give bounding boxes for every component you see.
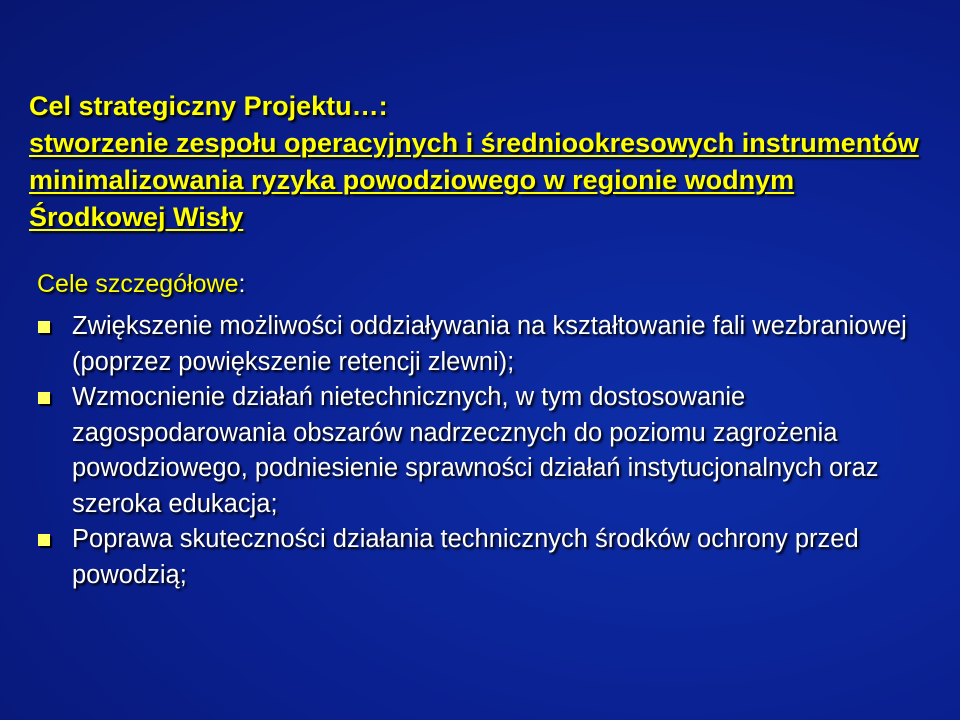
strategic-goal-text: stworzenie zespołu operacyjnych i średniookresowych instrumentów minimalizowania ryzyka powodziowego w regionie wodnym Środkowej Wisły [29, 128, 919, 232]
title-line: Cel strategiczny Projektu…: [29, 91, 388, 121]
list-item-text: Wzmocnienie działań nietechnicznych, w tym dostosowanie zagospodarowania obszarów nadrzecznych do poziomu zagrożenia powodziowego, podniesienie sprawności działań instytucjonalnych oraz szeroka edukacja; [72, 383, 879, 518]
list-item [36, 380, 916, 522]
square-bullet-icon [38, 321, 50, 333]
square-bullet-icon [38, 534, 50, 546]
objectives-list [36, 309, 916, 593]
section-heading-colon: : [238, 270, 246, 298]
list-item-text: Poprawa skuteczności działania technicznych środków ochrony przed powodzią; [72, 525, 859, 589]
section-heading [37, 267, 245, 301]
section-heading-label: Cele szczegółowe [37, 270, 239, 298]
list-item [36, 522, 916, 593]
list-item-text: Zwiększenie możliwości oddziaływania na kształtowanie fali wezbraniowej (poprzez powiększenie retencji zlewni); [72, 312, 907, 376]
slide-title [29, 88, 929, 236]
list-item [36, 309, 916, 380]
square-bullet-icon [38, 392, 50, 404]
